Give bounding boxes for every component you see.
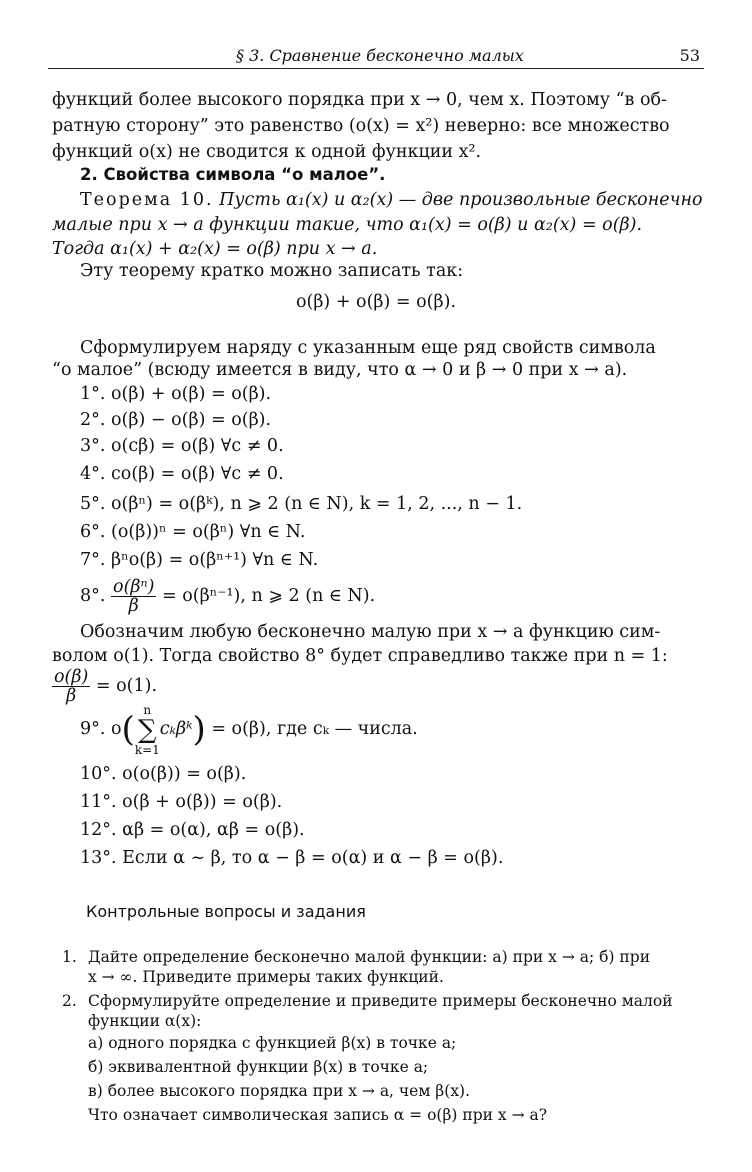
property-7: 7°. βⁿo(β) = o(βⁿ⁺¹) ∀n ∈ N. [80,550,319,570]
fraction-denominator: β [128,596,139,616]
running-header [48,44,704,69]
question-2-line2: функции α(x): [88,1012,202,1030]
theorem-line2: малые при x → a функции такие, что α₁(x) = o(β) и α₂(x) = o(β). [52,215,643,235]
property-2: 2°. o(β) − o(β) = o(β). [80,410,272,430]
property-8 [80,574,375,618]
theorem-text1: Пусть α₁(x) и α₂(x) — две произвольные бесконечно [219,190,703,210]
para3-fraction [52,668,90,705]
property-4: 4°. co(β) = o(β) ∀c ≠ 0. [80,464,284,484]
para1-line3: функций o(x) не сводится к одной функции x². [52,142,482,162]
para1-line1: функций более высокого порядка при x → 0, чем x. Поэтому “в об- [52,90,667,110]
theorem-line1 [80,188,703,212]
question-2-item-c: в) более высокого порядка при x → a, чем β(x). [88,1082,471,1100]
property-3: 3°. o(cβ) = o(β) ∀c ≠ 0. [80,436,284,456]
intro-line: Эту теорему кратко можно записать так: [80,261,464,281]
fraction-numerator: o(βⁿ) [113,577,155,597]
sigma-glyph: ∑ [138,714,157,745]
property-5: 5°. o(βⁿ) = o(βᵏ), n ⩾ 2 (n ∈ N), k = 1, 2, ..., n − 1. [80,494,523,514]
question-1-line2: x → ∞. Приведите примеры таких функций. [88,968,444,986]
property-9 [80,702,418,757]
property-13: 13°. Если α ~ β, то α − β = o(α) и α − β = o(β). [80,848,504,868]
property-8-fraction [111,578,156,615]
centered-formula: o(β) + o(β) = o(β). [295,292,457,312]
page-number: 53 [679,46,700,65]
right-paren: ) [192,709,206,750]
sum-lower-limit: k=1 [134,742,160,757]
question-2-item-b: б) эквивалентной функции β(x) в точке a; [88,1058,429,1076]
theorem-label: Теорема 10. [80,190,214,210]
para3-rest: = o(1). [95,676,158,696]
questions-heading: Контрольные вопросы и задания [86,902,366,921]
question-1-number: 1. [62,948,77,966]
question-2-line1: Сформулируйте определение и приведите примеры бесконечно малой [88,992,673,1010]
fraction-denominator: β [66,686,77,706]
property-8-rest: = o(βⁿ⁻¹), n ⩾ 2 (n ∈ N). [162,586,376,606]
para3-line2: волом o(1). Тогда свойство 8° будет справедливо также при n = 1: [52,646,668,666]
sum-symbol [135,703,160,757]
para1-line2: ратную сторону” это равенство (o(x) = x²) неверно: все множество [52,116,670,136]
property-6: 6°. (o(β))ⁿ = o(βⁿ) ∀n ∈ N. [80,522,306,542]
property-9-label: 9°. o [80,719,122,739]
property-10: 10°. o(o(β)) = o(β). [80,764,247,784]
sum-term: cₖβᵏ [159,719,193,739]
para3-line1: Обозначим любую бесконечно малую при x → a функцию сим- [80,622,661,642]
question-2-number: 2. [62,992,77,1010]
property-9-rest: = o(β), где cₖ — числа. [211,719,418,739]
property-8-label: 8°. [80,586,106,606]
para2-line2: “o малое” (всюду имеется в виду, что α → 0 и β → 0 при x → a). [52,360,628,380]
question-2-followup: Что означает символическая запись α = o(β) при x → a? [88,1106,548,1124]
question-2-item-a: а) одного порядка с функцией β(x) в точке a; [88,1034,457,1052]
property-12: 12°. αβ = o(α), αβ = o(β). [80,820,305,840]
header-title: § 3. Сравнение бесконечно малых [236,46,524,65]
property-1: 1°. o(β) + o(β) = o(β). [80,384,272,404]
sum-upper-limit: n [143,702,152,717]
left-paren: ( [121,709,135,750]
section-heading: 2. Свойства символа “o малое”. [80,165,386,184]
theorem-line3: Тогда α₁(x) + α₂(x) = o(β) при x → a. [52,239,378,259]
question-1-line1: Дайте определение бесконечно малой функции: а) при x → a; б) при [88,948,651,966]
property-11: 11°. o(β + o(β)) = o(β). [80,792,283,812]
para2-line1: Сформулируем наряду с указанным еще ряд свойств символа [80,338,656,358]
fraction-numerator: o(β) [54,667,89,687]
